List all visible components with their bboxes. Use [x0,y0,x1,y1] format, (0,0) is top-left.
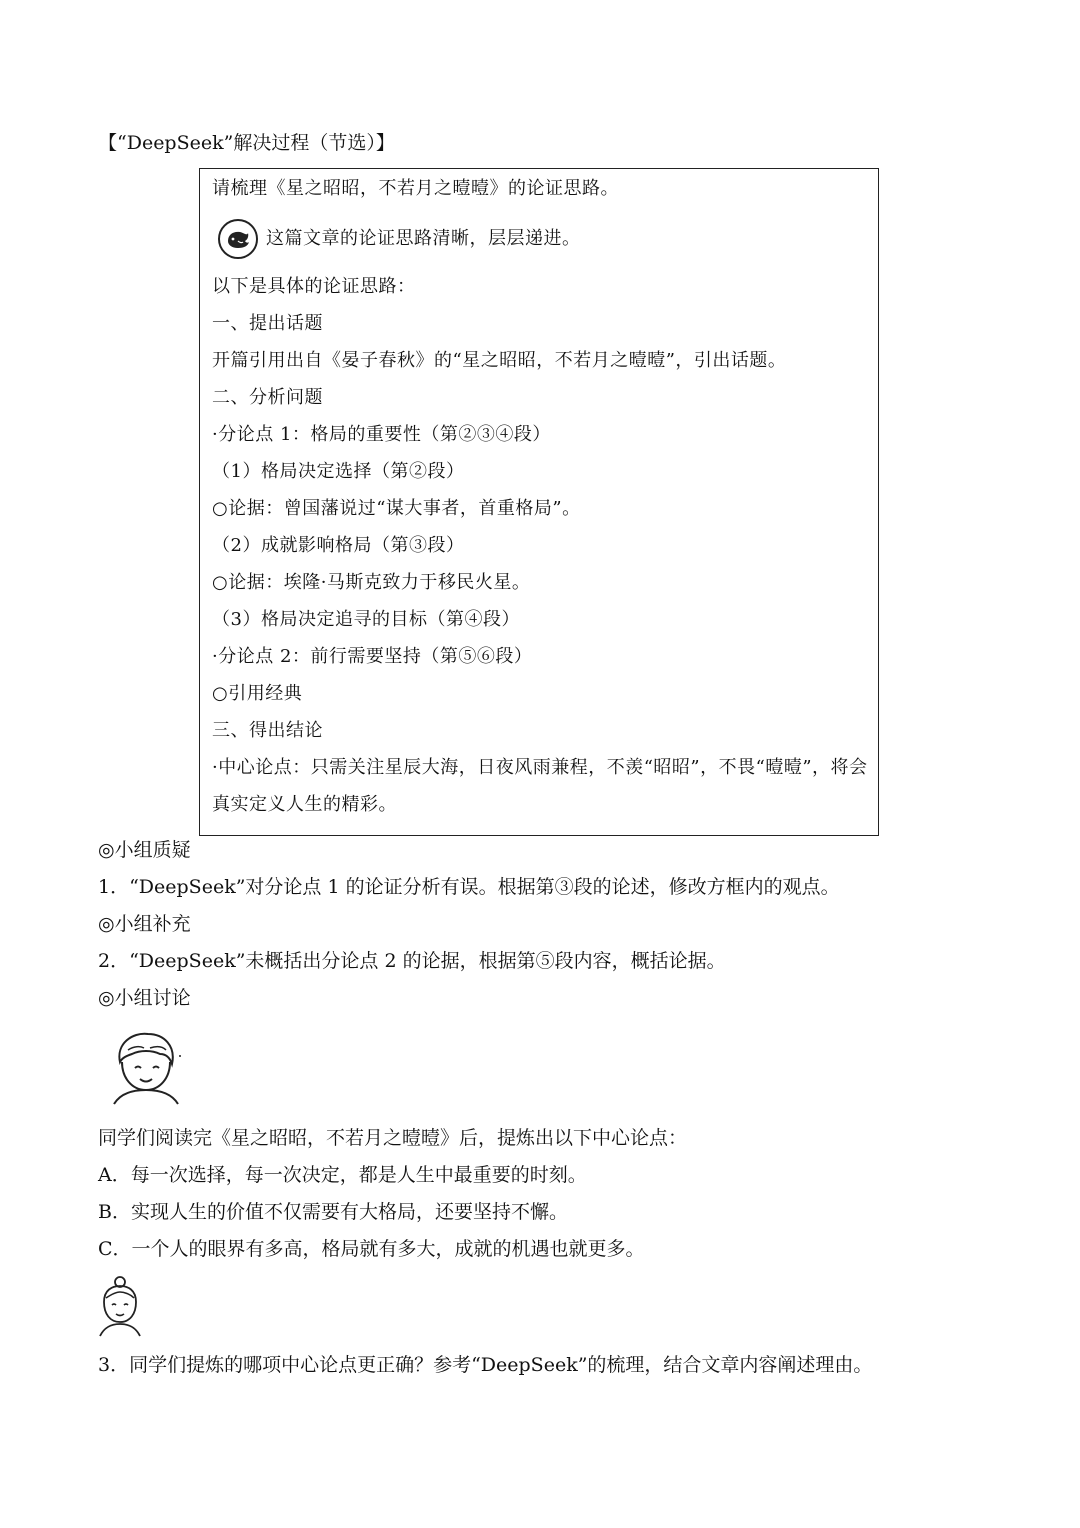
answer-line: ○引用经典 [212,683,303,704]
discussion-intro: 同学们阅读完《星之昭昭，不若月之曀曀》后，提炼出以下中心论点： [98,1127,688,1149]
question-2: 2．“DeepSeek”未概括出分论点 2 的论据，根据第⑤段内容，概括论据。 [98,950,726,972]
option-a: A．每一次选择，每一次决定，都是人生中最重要的时刻。 [98,1164,587,1186]
teacher-avatar-icon [96,1274,144,1342]
answer-line: 三、得出结论 [212,720,323,741]
answer-line: （2）成就影响格局（第③段） [212,535,465,556]
ai-intro-text: 这篇文章的论证思路清晰，层层递进。 [266,228,581,249]
answer-line: 真实定义人生的精彩。 [212,794,397,815]
group-supplement-heading: ◎小组补充 [98,913,191,935]
question-1: 1．“DeepSeek”对分论点 1 的论证分析有误。根据第③段的论述，修改方框内的观点。 [98,876,840,898]
answer-line: ○论据：埃隆·马斯克致力于移民火星。 [212,572,531,593]
answer-line: 一、提出话题 [212,313,323,334]
answer-line: 以下是具体的论证思路： [212,276,416,297]
whale-logo-icon [218,219,258,259]
answer-line: ○论据：曾国藩说过“谋大事者，首重格局”。 [212,498,581,519]
section-title: 【“DeepSeek”解决过程（节选）】 [98,132,395,154]
answer-line: 开篇引用出自《晏子春秋》的“星之昭昭，不若月之曀曀”，引出话题。 [212,350,787,371]
answer-line: 二、分析问题 [212,387,323,408]
group-discussion-heading: ◎小组讨论 [98,987,191,1009]
answer-line: （3）格局决定追寻的目标（第④段） [212,609,520,630]
prompt-text: 请梳理《星之昭昭，不若月之曀曀》的论证思路。 [212,178,619,199]
group-question-heading: ◎小组质疑 [98,839,191,861]
deepseek-answer-box [199,168,879,836]
answer-line: ·分论点 1：格局的重要性（第②③④段） [212,424,551,445]
answer-line: ·分论点 2：前行需要坚持（第⑤⑥段） [212,646,533,667]
option-c: C．一个人的眼界有多高，格局就有多大，成就的机遇也就更多。 [98,1238,645,1260]
option-b: B．实现人生的价值不仅需要有大格局，还要坚持不懈。 [98,1201,568,1223]
student-avatar-icon [110,1028,184,1110]
answer-line: ·中心论点：只需关注星辰大海，日夜风雨兼程，不羡“昭昭”，不畏“曀曀”，将会 [212,757,868,778]
question-3: 3．同学们提炼的哪项中心论点更正确？参考“DeepSeek”的梳理，结合文章内容阐述理由。 [98,1354,873,1376]
answer-line: （1）格局决定选择（第②段） [212,461,465,482]
